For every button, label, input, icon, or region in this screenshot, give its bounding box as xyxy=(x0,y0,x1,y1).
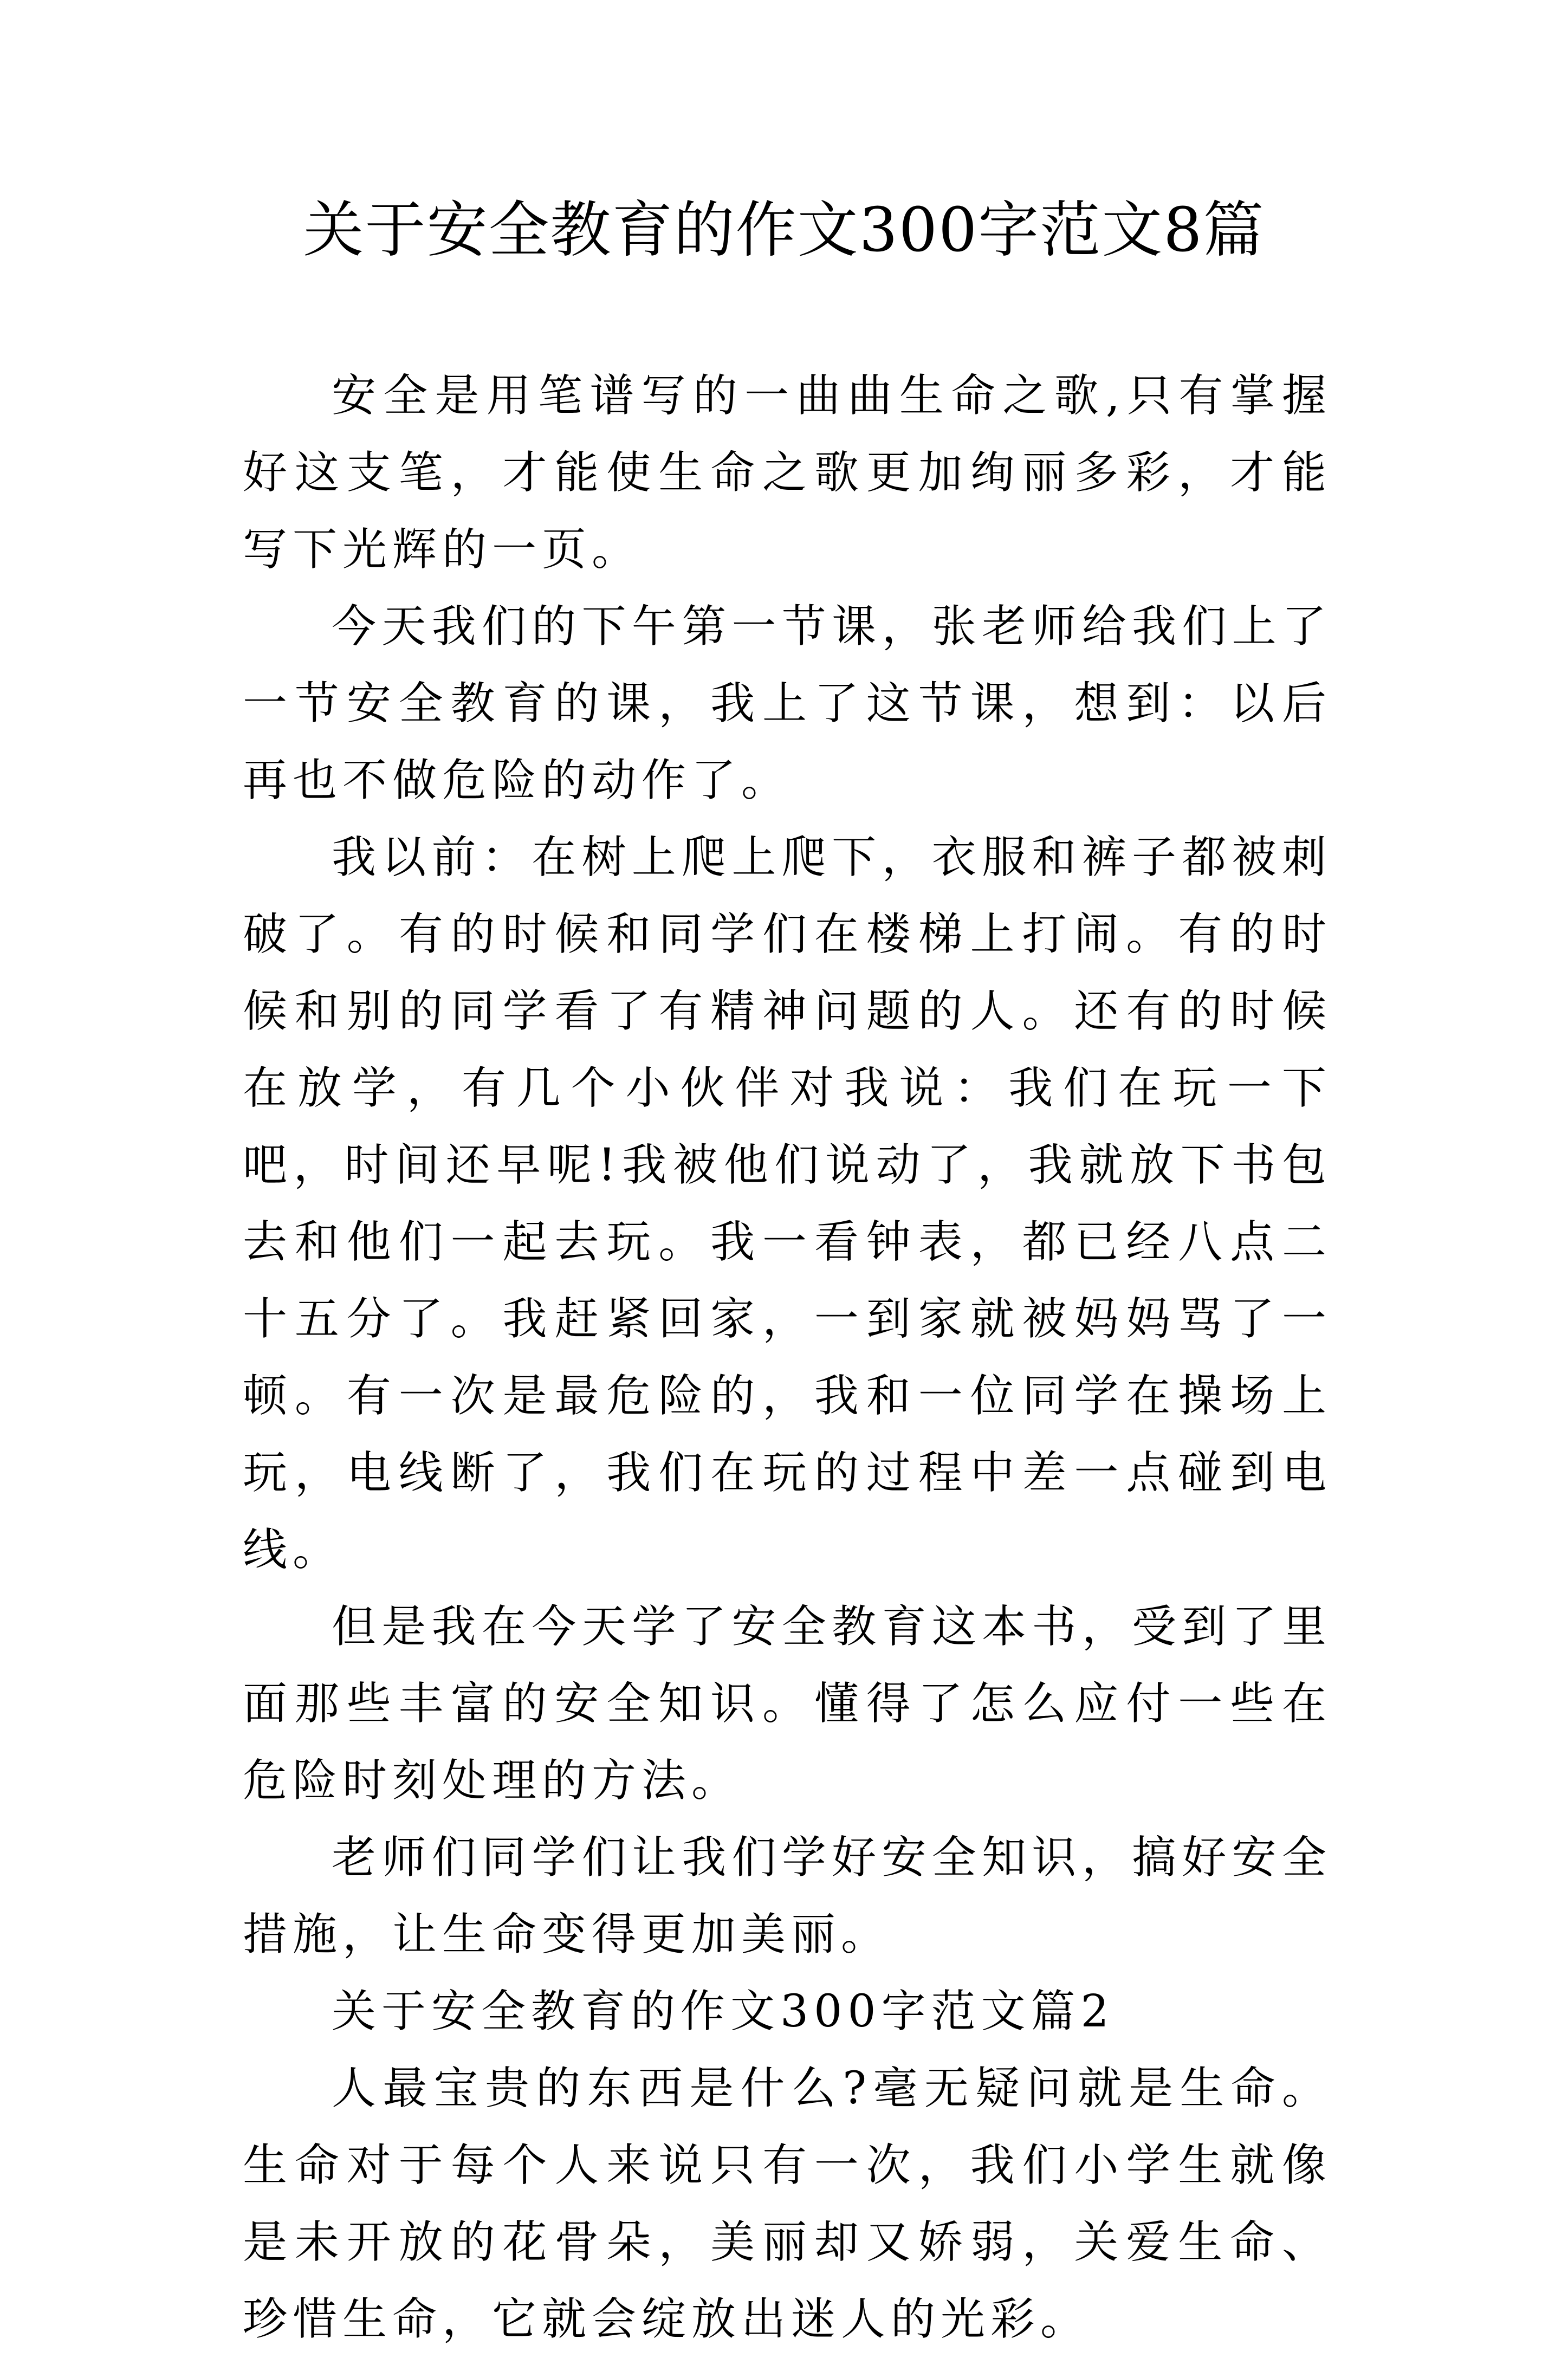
section-heading: 关于安全教育的作文300字范文篇2 xyxy=(332,1986,1115,2037)
paragraph: 安全是用笔谱写的一曲曲生命之歌,只有掌握好这支笔，才能使生命之歌更加绚丽多彩，才能写下光辉的一页。 xyxy=(243,370,1332,575)
document-body xyxy=(243,358,1332,2358)
paragraph: 今天我们的下午第一节课，张老师给我们上了一节安全教育的课，我上了这节课，想到：以后再也不做危险的动作了。 xyxy=(243,601,1332,806)
document-title: 关于安全教育的作文300字范文8篇 xyxy=(303,195,1265,265)
paragraph: 人最宝贵的东西是什么?毫无疑问就是生命。生命对于每个人来说只有一次，我们小学生就像是未开放的花骨朵，美丽却又娇弱，关爱生命、珍惜生命，它就会绽放出迷人的光彩。 xyxy=(243,2063,1332,2345)
paragraph: 我以前：在树上爬上爬下，衣服和裤子都被刺破了。有的时候和同学们在楼梯上打闹。有的时候和别的同学看了有精神问题的人。还有的时候在放学，有几个小伙伴对我说：我们在玩一下吧，时间还早呢!我被他们说动了，我就放下书包去和他们一起去玩。我一看钟表，都已经八点二十五分了。我赶紧回家，一到家就被妈妈骂了一顿。有一次是最危险的，我和一位同学在操场上玩，电线断了，我们在玩的过程中差一点碰到电线。 xyxy=(243,832,1332,1576)
paragraph: 老师们同学们让我们学好安全知识，搞好安全措施，让生命变得更加美丽。 xyxy=(243,1832,1332,1960)
paragraph: 但是我在今天学了安全教育这本书，受到了里面那些丰富的安全知识。懂得了怎么应付一些在危险时刻处理的方法。 xyxy=(243,1601,1332,1806)
